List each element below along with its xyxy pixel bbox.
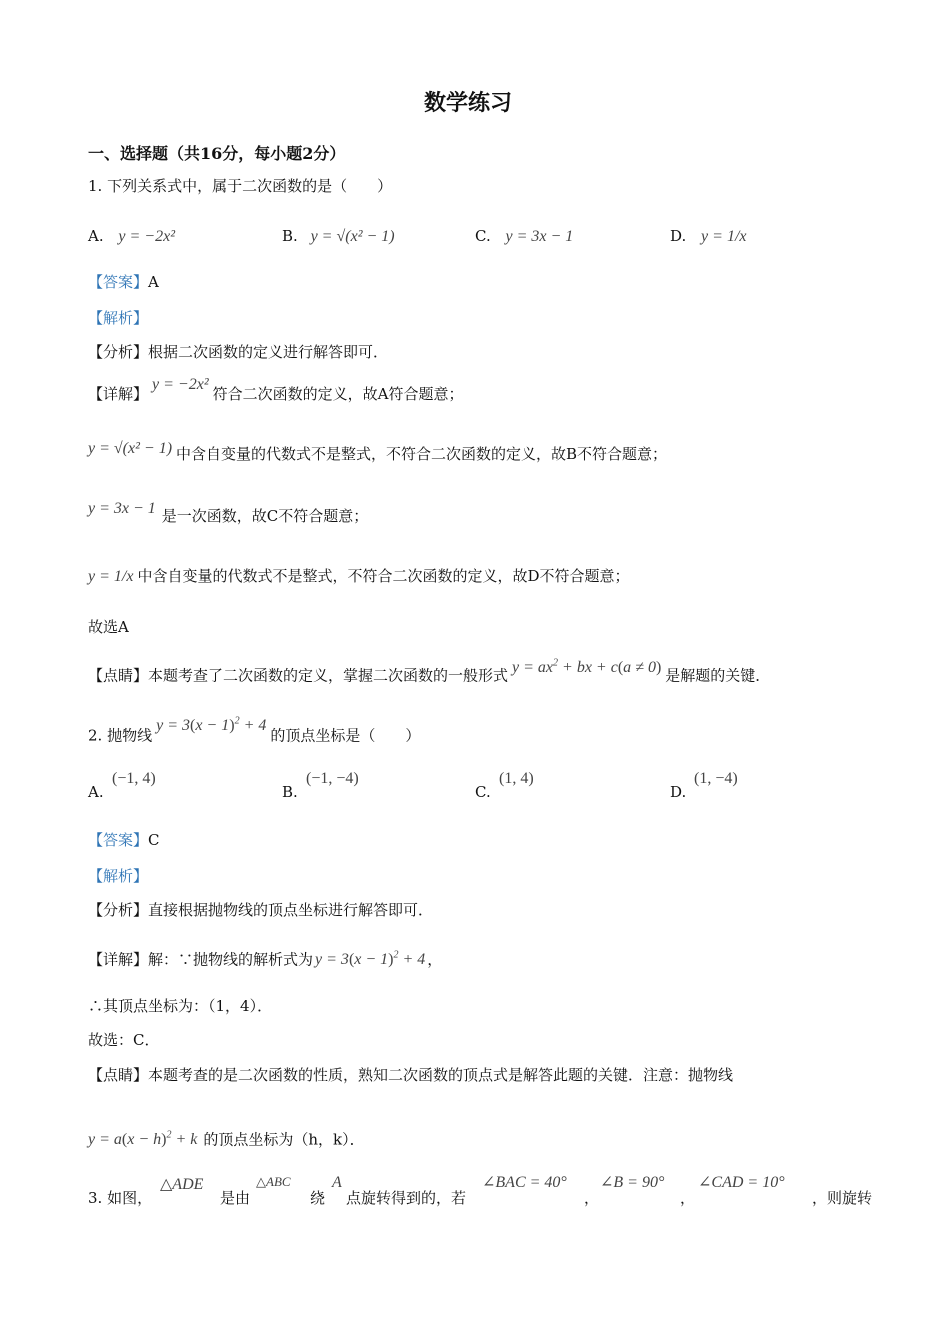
q3-point-rot: 点旋转得到的，若	[346, 1189, 467, 1207]
q2-option-b-label: B.	[282, 783, 298, 801]
q1-detail-2-formula: y = √(x² − 1)	[88, 440, 173, 457]
vertex-form-formula: $y = a(x - h)^2 + k$	[88, 1130, 198, 1149]
q2-fenxi-text: 直接根据抛物线的顶点坐标进行解答即可．	[148, 901, 434, 919]
q2-detail-tag: 【详解】	[88, 950, 149, 969]
q3-angle-cad: ∠CAD = 10°	[698, 1174, 785, 1191]
q1-answer-value: A	[148, 273, 159, 291]
q2-dianjing	[88, 1065, 733, 1085]
page-title: 数学练习	[424, 90, 513, 116]
q2-option-d-label: D.	[670, 783, 687, 801]
q1-option-b-label: B.	[282, 227, 298, 245]
q1-fenxi-text: 根据二次函数的定义进行解答即可．	[148, 343, 389, 361]
q2-analysis-tag: 【解析】	[88, 867, 149, 885]
q1-detail-2	[88, 440, 668, 465]
q2-vertex-line	[88, 1126, 365, 1150]
q1-analysis-tag: 【解析】	[88, 309, 149, 327]
q1-option-c-label: C.	[475, 227, 491, 245]
q1-option-d	[670, 226, 747, 247]
q1-dianjing-tag: 【点睛】	[88, 666, 149, 685]
q2-option-d-value: (1, −4)	[694, 770, 738, 787]
q2-dianjing-text: 本题考查的是二次函数的性质，熟知二次函数的顶点式是解答此题的关键．注意：抛物线	[148, 1066, 734, 1084]
q2-parabola-formula: $y = 3(x - 1)^2 + 4$	[156, 716, 267, 735]
q2-detail-text: 解：∵抛物线的解析式为	[148, 950, 314, 969]
q2-option-b-value: (−1, −4)	[306, 770, 359, 787]
q1-option-a-formula: y = −2x²	[118, 228, 175, 245]
q2-vertex-note: 的顶点坐标为（h，k）．	[203, 1130, 365, 1149]
q1-detail-1-text: 符合二次函数的定义，故A符合题意；	[212, 385, 464, 403]
q1-option-b	[282, 226, 395, 247]
q3-angle-b: ∠B = 90°	[600, 1174, 665, 1191]
q1-fenxi-tag: 【分析】	[88, 343, 149, 361]
q3-point-a: A	[332, 1174, 342, 1191]
q1-dianjing-text: 本题考查了二次函数的定义，掌握二次函数的一般形式	[148, 666, 509, 685]
q2-detail-formula: $y = 3(x - 1)^2 + 4$	[315, 950, 426, 969]
q1-detail-4-formula: y = 1/x	[88, 568, 134, 585]
q2-fenxi	[88, 900, 433, 920]
q2-detail	[88, 946, 442, 970]
q1-detail-1	[88, 376, 464, 405]
q1-option-a-label: A.	[88, 227, 104, 245]
q2-option-a-label: A.	[88, 783, 104, 801]
q1-option-d-formula: y = 1/x	[701, 228, 747, 245]
q1-detail-3	[88, 500, 369, 527]
q1-option-b-formula: y = √(x² − 1)	[310, 228, 395, 245]
q1-detail-3-text: 是一次函数，故C不符合题意；	[161, 507, 369, 525]
q1-detail-4	[88, 566, 629, 587]
question-2-stem	[88, 716, 421, 746]
q1-detail-4-text: 中含自变量的代数式不是整式，不符合二次函数的定义，故D不符合题意；	[137, 567, 630, 585]
q2-answer	[88, 830, 160, 850]
q1-option-a	[88, 226, 175, 247]
q2-detail-tail: ，	[427, 950, 443, 969]
q3-ade: △ADE	[160, 1176, 204, 1193]
question-1-stem: 1. 下列关系式中，属于二次函数的是（ ）	[88, 177, 393, 195]
q1-option-c	[475, 226, 573, 247]
q3-tail: ，则旋转	[812, 1189, 873, 1207]
q2-stem-a: 2. 抛物线	[88, 726, 153, 745]
q1-dianjing	[88, 658, 771, 686]
q1-dianjing-tail: 是解题的关键．	[665, 666, 771, 685]
q3-comma-2: ，	[680, 1189, 696, 1207]
q3-abc: △ABC	[256, 1174, 291, 1189]
q1-fenxi	[88, 342, 388, 362]
q1-detail-1-formula: y = −2x²	[152, 376, 209, 393]
q1-detail-tag: 【详解】	[88, 385, 149, 403]
q2-option-c-value: (1, 4)	[499, 770, 534, 787]
q2-option-c-label: C.	[475, 783, 491, 801]
q2-fenxi-tag: 【分析】	[88, 901, 149, 919]
q3-rotate: 绕	[310, 1189, 326, 1207]
q3-num: 3. 如图，	[88, 1189, 153, 1207]
q2-answer-value: C	[148, 831, 160, 849]
q3-angle-bac: ∠BAC = 40°	[482, 1174, 567, 1191]
q2-dianjing-tag: 【点睛】	[88, 1066, 149, 1084]
q1-answer	[88, 272, 159, 292]
q1-option-c-formula: y = 3x − 1	[505, 228, 574, 245]
section-heading: 一、选择题（共16分，每小题2分）	[88, 144, 346, 163]
q1-detail-2-text: 中含自变量的代数式不是整式，不符合二次函数的定义，故B不符合题意；	[176, 445, 668, 463]
q2-option-a-value: (−1, 4)	[112, 770, 156, 787]
q1-option-d-label: D.	[670, 227, 687, 245]
q3-comma-1: ，	[584, 1189, 600, 1207]
q2-therefore: ∴其顶点坐标为：（1，4）．	[88, 997, 273, 1015]
q2-stem-b: 的顶点坐标是（ ）	[270, 726, 421, 745]
q3-is-from: 是由	[220, 1189, 251, 1207]
q2-answer-tag: 【答案】	[88, 831, 149, 849]
q1-choose: 故选A	[88, 618, 129, 636]
q2-choose: 故选：C．	[88, 1031, 160, 1049]
general-form-formula: $y = ax^2$ + bx + c(a ≠ 0)	[512, 658, 662, 677]
q1-detail-3-formula: y = 3x − 1	[88, 500, 156, 517]
q1-answer-tag: 【答案】	[88, 273, 149, 291]
